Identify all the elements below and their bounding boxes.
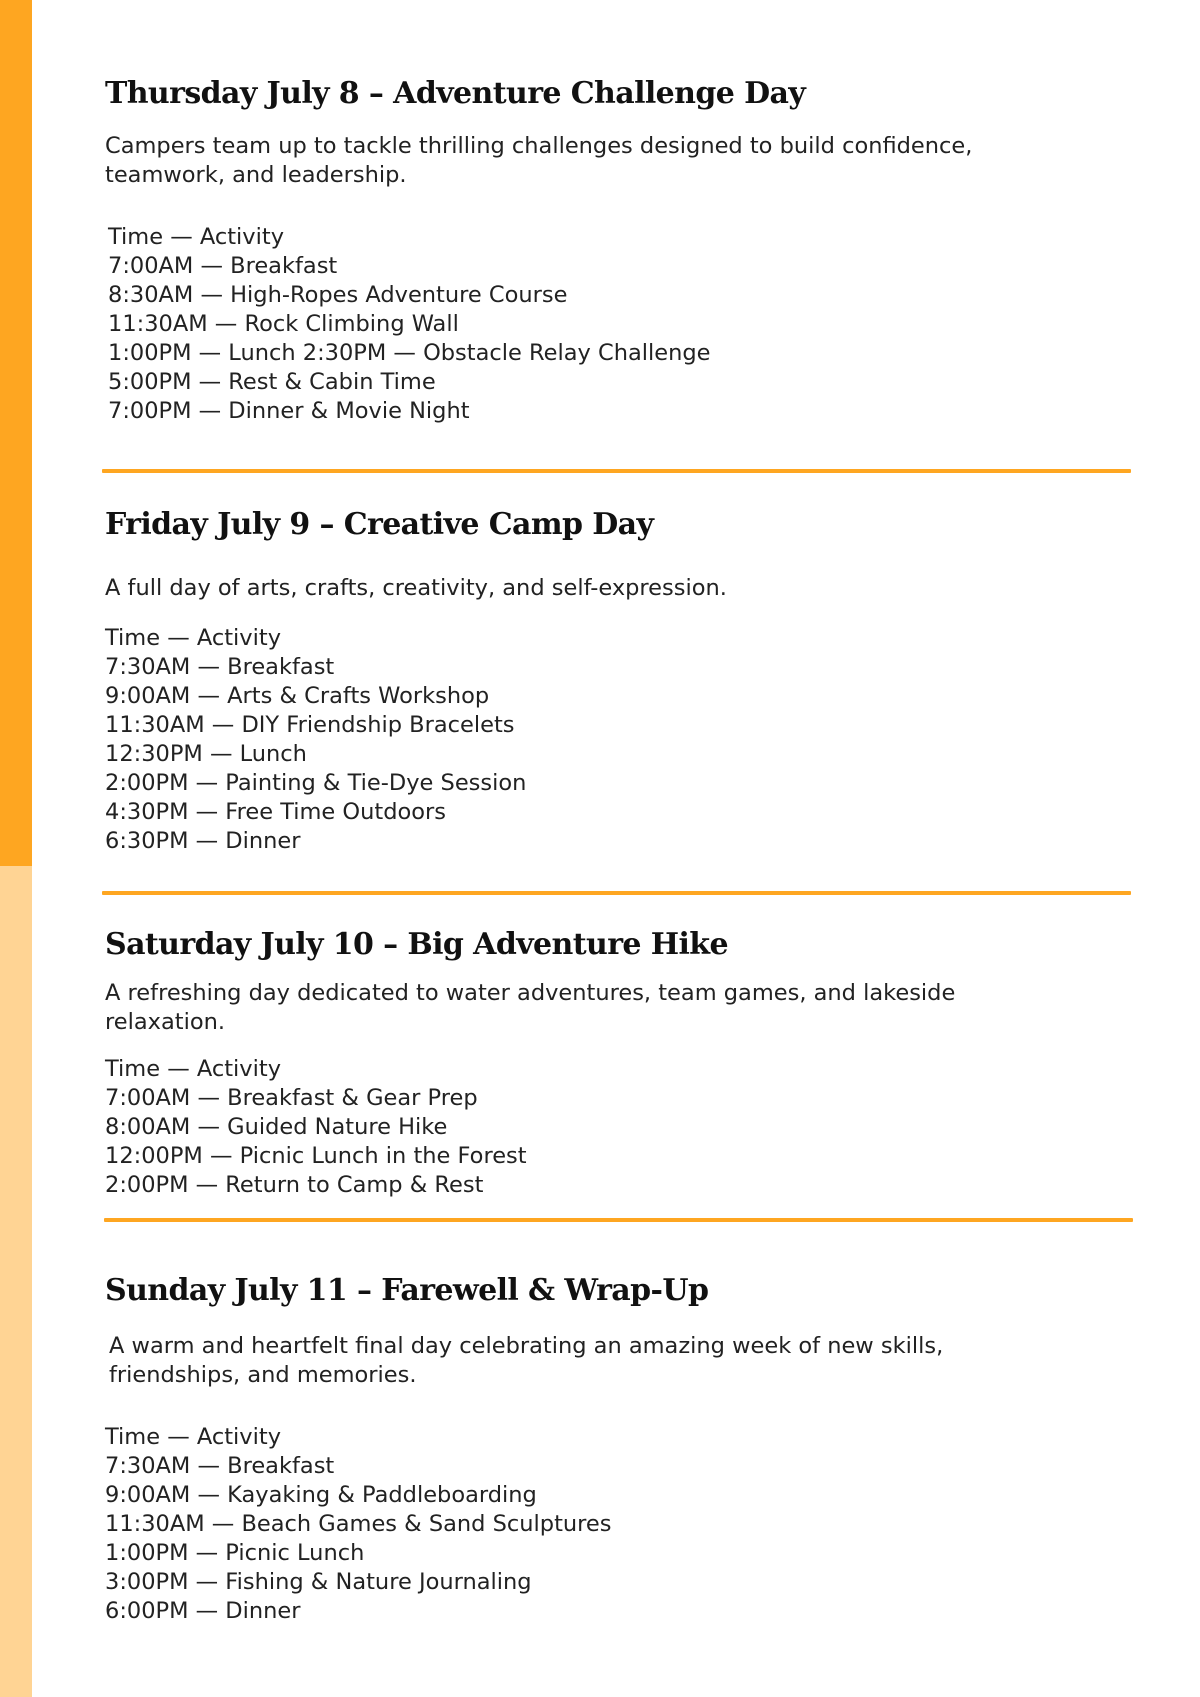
section-description: A refreshing day dedicated to water adventures, team games, and lakeside relaxation. bbox=[105, 980, 956, 1035]
schedule-header: Time — Activity bbox=[105, 1424, 282, 1450]
schedule-header: Time — Activity bbox=[108, 224, 285, 250]
schedule-item: 2:00PM — Painting & Tie-Dye Session bbox=[105, 770, 527, 796]
section-description: Campers team up to tackle thrilling challenges designed to build confidence, teamwork, and leadership. bbox=[105, 133, 973, 188]
schedule-item: 5:00PM — Rest & Cabin Time bbox=[108, 369, 436, 395]
schedule-list bbox=[105, 1055, 527, 1200]
section-description: A full day of arts, crafts, creativity, and self-expression. bbox=[105, 575, 727, 601]
schedule-item: 1:00PM — Lunch 2:30PM — Obstacle Relay Challenge bbox=[108, 340, 711, 366]
schedule-header: Time — Activity bbox=[105, 1056, 282, 1082]
schedule-item: 6:30PM — Dinner bbox=[105, 828, 301, 854]
schedule-item: 9:00AM — Kayaking & Paddleboarding bbox=[105, 1482, 537, 1508]
schedule-item: 7:00AM — Breakfast & Gear Prep bbox=[105, 1085, 478, 1111]
schedule-item: 7:30AM — Breakfast bbox=[105, 1453, 335, 1479]
schedule-item: 6:00PM — Dinner bbox=[105, 1598, 301, 1624]
schedule-item: 11:30AM — Rock Climbing Wall bbox=[108, 311, 459, 337]
schedule-item: 1:00PM — Picnic Lunch bbox=[105, 1540, 365, 1566]
schedule-item: 8:00AM — Guided Nature Hike bbox=[105, 1114, 448, 1140]
schedule-item: 3:00PM — Fishing & Nature Journaling bbox=[105, 1569, 532, 1595]
section-heading: Friday July 9 – Creative Camp Day bbox=[105, 507, 654, 542]
schedule-item: 4:30PM — Free Time Outdoors bbox=[105, 799, 447, 825]
accent-sidebar-bottom bbox=[0, 866, 32, 1697]
schedule-item: 8:30AM — High-Ropes Adventure Course bbox=[108, 282, 568, 308]
schedule-item: 11:30AM — Beach Games & Sand Sculptures bbox=[105, 1511, 612, 1537]
section-heading: Thursday July 8 – Adventure Challenge Day bbox=[105, 76, 806, 111]
schedule-item: 9:00AM — Arts & Crafts Workshop bbox=[105, 683, 490, 709]
schedule-item: 12:30PM — Lunch bbox=[105, 741, 307, 767]
section-divider bbox=[104, 1218, 1133, 1222]
schedule-list bbox=[105, 624, 526, 856]
schedule-item: 2:00PM — Return to Camp & Rest bbox=[105, 1172, 484, 1198]
section-divider bbox=[102, 469, 1131, 473]
section-heading: Saturday July 10 – Big Adventure Hike bbox=[105, 927, 728, 962]
schedule-item: 12:00PM — Picnic Lunch in the Forest bbox=[105, 1143, 527, 1169]
schedule-item: 7:00AM — Breakfast bbox=[108, 253, 338, 279]
schedule-item: 7:30AM — Breakfast bbox=[105, 654, 335, 680]
section-heading: Sunday July 11 – Farewell & Wrap-Up bbox=[105, 1273, 709, 1308]
schedule-header: Time — Activity bbox=[105, 625, 282, 651]
schedule-list bbox=[108, 223, 710, 426]
schedule-item: 11:30AM — DIY Friendship Bracelets bbox=[105, 712, 515, 738]
section-divider bbox=[102, 891, 1131, 895]
schedule-list bbox=[105, 1423, 611, 1626]
schedule-item: 7:00PM — Dinner & Movie Night bbox=[108, 398, 470, 424]
section-description: A warm and heartfelt final day celebrating an amazing week of new skills, friendships, and memories. bbox=[109, 1333, 944, 1388]
accent-sidebar-top bbox=[0, 0, 32, 866]
